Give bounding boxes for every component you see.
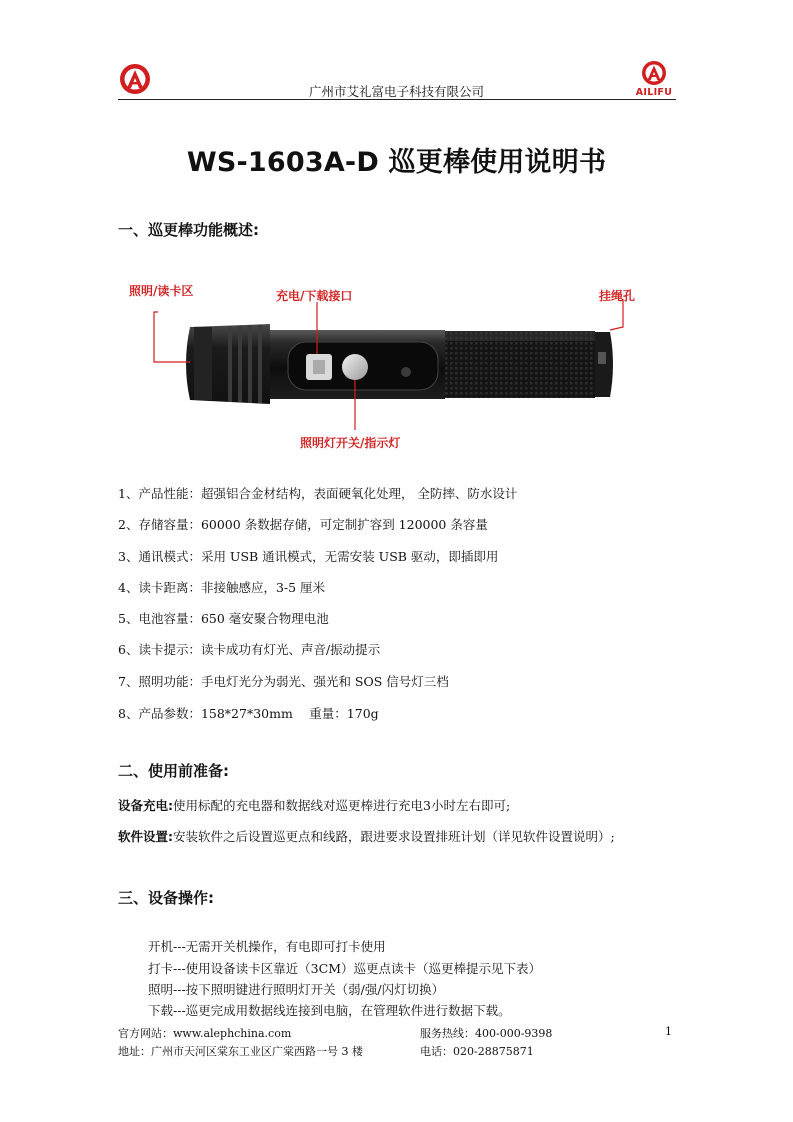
section-2-heading: 二、使用前准备: <box>118 762 229 780</box>
callout-reader-area: 照明/读卡区 <box>129 284 194 298</box>
feature-item: 7、照明功能：手电灯光分为弱光、强光和 SOS 信号灯三档 <box>118 674 449 689</box>
operation-item: 开机---无需开关机操作，有电即可打卡使用 <box>148 939 386 954</box>
flashlight-image <box>110 272 670 457</box>
prep-item-text: 使用标配的充电器和数据线对巡更棒进行充电3小时左右即可; <box>173 798 511 813</box>
page-number: 1 <box>665 1025 672 1038</box>
feature-item: 6、读卡提示：读卡成功有灯光、声音/振动提示 <box>118 642 381 657</box>
footer-hotline: 服务热线：400-000-9398 <box>420 1027 553 1040</box>
callout-lanyard-hole: 挂绳孔 <box>599 289 636 303</box>
feature-item: 2、存储容量：60000 条数据存储，可定制扩容到 120000 条容量 <box>118 517 488 532</box>
brand-logo-text: AILIFU <box>635 87 673 98</box>
footer-phone: 电话：020-28875871 <box>420 1045 534 1058</box>
prep-item-software <box>118 827 615 845</box>
callout-charge-port: 充电/下载接口 <box>276 289 353 303</box>
header-company-name: 广州市艾礼富电子科技有限公司 <box>308 84 484 99</box>
operation-item: 打卡---使用设备读卡区靠近（3CM）巡更点读卡（巡更棒提示见下表） <box>148 961 541 976</box>
prep-item-label: 软件设置: <box>118 829 173 844</box>
feature-item: 5、电池容量：650 毫安聚合物理电池 <box>118 611 329 626</box>
feature-item: 3、通讯模式：采用 USB 通讯模式，无需安装 USB 驱动，即插即用 <box>118 549 499 564</box>
prep-item-text: 安装软件之后设置巡更点和线路，跟进要求设置排班计划（详见软件设置说明）; <box>173 829 615 844</box>
callout-switch-indicator: 照明灯开关/指示灯 <box>300 436 401 450</box>
feature-item: 8、产品参数：158*27*30mm 重量：170g <box>118 706 379 721</box>
footer-website: 官方网站：www.alephchina.com <box>118 1027 292 1040</box>
section-3-heading: 三、设备操作: <box>118 889 214 907</box>
prep-item-label: 设备充电: <box>118 798 173 813</box>
feature-item: 1、产品性能：超强铝合金材结构，表面硬氧化处理， 全防摔、防水设计 <box>118 486 518 501</box>
footer-address: 地址：广州市天河区棠东工业区广棠西路一号 3 楼 <box>118 1045 363 1058</box>
operation-item: 照明---按下照明键进行照明灯开关（弱/强/闪灯切换） <box>148 982 445 997</box>
feature-item: 4、读卡距离：非接触感应，3-5 厘米 <box>118 580 326 595</box>
product-figure <box>110 272 670 457</box>
header-divider <box>118 99 676 100</box>
operation-item: 下载---巡更完成用数据线连接到电脑，在管理软件进行数据下载。 <box>148 1003 511 1018</box>
document-title: WS-1603A-D 巡更棒使用说明书 <box>186 147 607 178</box>
section-1-heading: 一、巡更棒功能概述: <box>118 221 259 239</box>
prep-item-charging <box>118 796 510 814</box>
